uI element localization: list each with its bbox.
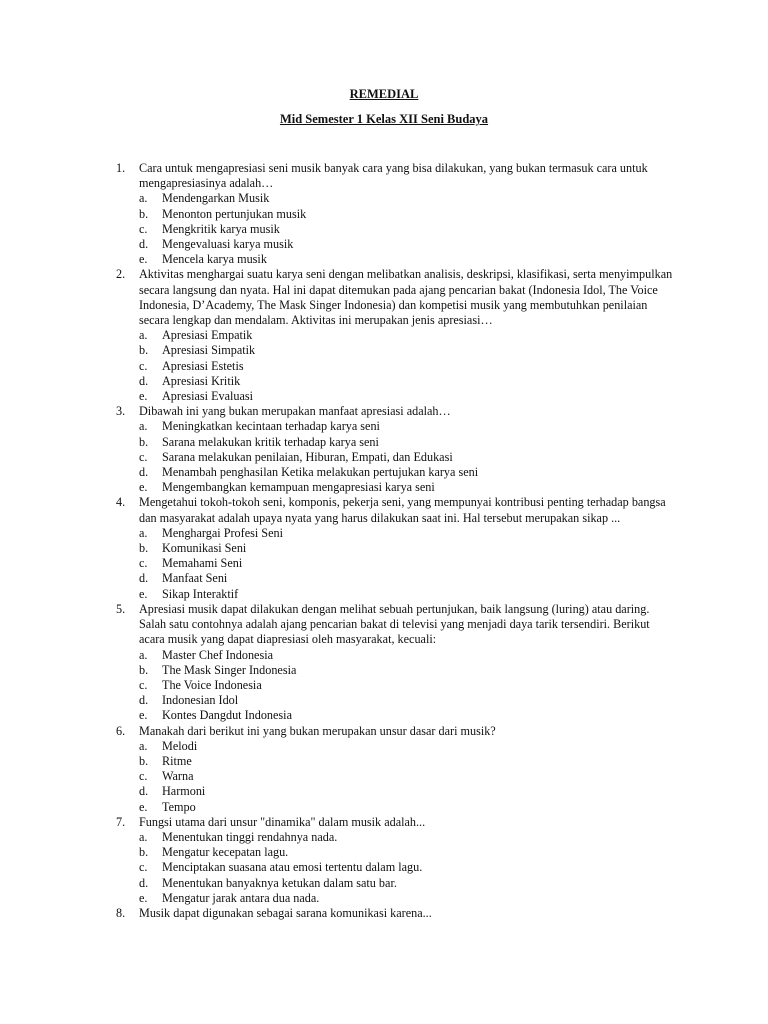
option-letter: d. <box>139 693 149 708</box>
answer-option <box>139 587 678 602</box>
question-item <box>116 724 678 815</box>
answer-option <box>139 419 678 434</box>
option-letter: d. <box>139 875 149 890</box>
answer-option <box>139 800 678 815</box>
question-text: Mengetahui tokoh-tokoh seni, komponis, pekerja seni, yang mempunyai kontribusi penting terhadap bangsa dan masyarakat adalah upaya nyata yang harus dilakukan saat ini. Hal tersebut merupakan sikap ... <box>139 495 666 525</box>
option-letter: d. <box>139 465 149 480</box>
option-text: Apresiasi Empatik <box>162 328 253 343</box>
option-letter: a. <box>139 328 148 343</box>
option-text: Mencela karya musik <box>162 252 267 267</box>
option-letter: b. <box>139 434 149 449</box>
question-list <box>116 161 678 921</box>
option-text: Mengatur kecepatan lagu. <box>162 845 289 860</box>
answer-option <box>139 191 678 206</box>
answer-option <box>139 465 678 480</box>
option-text: Menghargai Profesi Seni <box>162 525 283 540</box>
option-text: Menonton pertunjukan musik <box>162 206 307 221</box>
option-letter: c. <box>139 860 148 875</box>
option-letter: c. <box>139 358 148 373</box>
option-text: Menambah penghasilan Ketika melakukan pertujukan karya seni <box>162 465 479 480</box>
question-text: Aktivitas menghargai suatu karya seni dengan melibatkan analisis, deskripsi, klasifikasi, serta menyimpulkan secara langsung dan nyata. Hal ini dapat ditemukan pada ajang pencarian bakat (Indonesia Idol, The Voice Indonesia, D’Academy, The Mask Singer Indonesia) dan kompetisi musik yang membutuhkan penilaian secara lengkap dan mendalam. Aktivitas ini merupakan jenis apresiasi… <box>139 267 673 328</box>
answer-option <box>139 693 678 708</box>
document-title: REMEDIAL <box>349 87 419 101</box>
question-text: Cara untuk mengapresiasi seni musik banyak cara yang bisa dilakukan, yang bukan termasuk cara untuk mengapresiasinya adalah… <box>139 161 648 191</box>
answer-option <box>139 374 678 389</box>
question-number: 8. <box>116 905 126 920</box>
answer-option <box>139 435 678 450</box>
answer-option <box>139 708 678 723</box>
question-text: Dibawah ini yang bukan merupakan manfaat apresiasi adalah… <box>139 404 451 419</box>
answer-options <box>139 739 678 815</box>
option-text: Menentukan tinggi rendahnya nada. <box>162 829 338 844</box>
option-letter: b. <box>139 845 149 860</box>
question-item <box>116 495 678 601</box>
option-letter: a. <box>139 647 148 662</box>
question-item <box>116 404 678 495</box>
option-text: Melodi <box>162 738 198 753</box>
option-text: Mengevaluasi karya musik <box>162 237 294 252</box>
question-item <box>116 906 678 921</box>
question-text: Fungsi utama dari unsur "dinamika" dalam musik adalah... <box>139 814 426 829</box>
option-text: Memahami Seni <box>162 556 243 571</box>
option-text: The Voice Indonesia <box>162 677 262 692</box>
answer-option <box>139 891 678 906</box>
option-letter: e. <box>139 480 148 495</box>
option-text: The Mask Singer Indonesia <box>162 662 297 677</box>
answer-option <box>139 784 678 799</box>
option-text: Mendengarkan Musik <box>162 191 270 206</box>
answer-option <box>139 663 678 678</box>
answer-option <box>139 450 678 465</box>
option-letter: b. <box>139 206 149 221</box>
answer-option <box>139 739 678 754</box>
option-letter: a. <box>139 191 148 206</box>
answer-option <box>139 237 678 252</box>
answer-options <box>139 648 678 724</box>
question-item <box>116 267 678 404</box>
answer-option <box>139 769 678 784</box>
option-text: Mengembangkan kemampuan mengapresiasi karya seni <box>162 480 435 495</box>
option-text: Mengatur jarak antara dua nada. <box>162 890 320 905</box>
option-text: Kontes Dangdut Indonesia <box>162 708 292 723</box>
answer-option <box>139 571 678 586</box>
option-letter: b. <box>139 541 149 556</box>
option-letter: a. <box>139 419 148 434</box>
option-text: Sikap Interaktif <box>162 586 239 601</box>
answer-option <box>139 389 678 404</box>
option-letter: d. <box>139 237 149 252</box>
option-text: Meningkatkan kecintaan terhadap karya seni <box>162 419 380 434</box>
option-letter: c. <box>139 221 148 236</box>
answer-option <box>139 480 678 495</box>
question-item <box>116 161 678 267</box>
answer-option <box>139 754 678 769</box>
question-text: Manakah dari berikut ini yang bukan merupakan unsur dasar dari musik? <box>139 723 496 738</box>
question-text: Apresiasi musik dapat dilakukan dengan melihat sebuah pertunjukan, baik langsung (luring) atau daring. Salah satu contohnya adalah ajang pencarian bakat di televisi yang menjadi daya tarik tersendiri. Berikut acara musik yang dapat diapresiasi oleh masyarakat, kecuali: <box>139 601 650 647</box>
option-text: Harmoni <box>162 784 206 799</box>
option-letter: e. <box>139 708 148 723</box>
option-text: Menentukan banyaknya ketukan dalam satu bar. <box>162 875 397 890</box>
option-letter: e. <box>139 890 148 905</box>
question-number: 4. <box>116 495 126 510</box>
answer-option <box>139 678 678 693</box>
answer-option <box>139 830 678 845</box>
option-letter: d. <box>139 373 149 388</box>
question-number: 2. <box>116 267 126 282</box>
answer-option <box>139 876 678 891</box>
option-text: Apresiasi Estetis <box>162 358 244 373</box>
option-letter: d. <box>139 784 149 799</box>
option-text: Apresiasi Simpatik <box>162 343 256 358</box>
option-letter: b. <box>139 343 149 358</box>
question-number: 7. <box>116 814 126 829</box>
answer-option <box>139 526 678 541</box>
answer-options <box>139 191 678 267</box>
option-text: Master Chef Indonesia <box>162 647 274 662</box>
answer-option <box>139 648 678 663</box>
question-number: 6. <box>116 723 126 738</box>
answer-option <box>139 541 678 556</box>
answer-option <box>139 556 678 571</box>
option-text: Menciptakan suasana atau emosi tertentu dalam lagu. <box>162 860 423 875</box>
option-text: Komunikasi Seni <box>162 541 247 556</box>
option-letter: a. <box>139 738 148 753</box>
option-text: Apresiasi Evaluasi <box>162 389 254 404</box>
option-text: Tempo <box>162 799 196 814</box>
option-letter: c. <box>139 677 148 692</box>
option-text: Apresiasi Kritik <box>162 373 241 388</box>
option-letter: d. <box>139 571 149 586</box>
question-number: 5. <box>116 601 126 616</box>
question-item <box>116 602 678 724</box>
answer-option <box>139 328 678 343</box>
answer-options <box>139 830 678 906</box>
answer-option <box>139 359 678 374</box>
question-number: 1. <box>116 161 126 175</box>
answer-options <box>139 328 678 404</box>
option-letter: a. <box>139 829 148 844</box>
answer-option <box>139 252 678 267</box>
option-text: Indonesian Idol <box>162 693 239 708</box>
option-text: Warna <box>162 769 194 784</box>
option-letter: e. <box>139 389 148 404</box>
option-text: Manfaat Seni <box>162 571 228 586</box>
option-text: Ritme <box>162 753 192 768</box>
option-letter: c. <box>139 769 148 784</box>
answer-option <box>139 222 678 237</box>
option-letter: b. <box>139 753 149 768</box>
answer-option <box>139 860 678 875</box>
option-letter: e. <box>139 252 148 267</box>
option-letter: b. <box>139 662 149 677</box>
answer-option <box>139 343 678 358</box>
option-letter: a. <box>139 525 148 540</box>
option-text: Sarana melakukan kritik terhadap karya seni <box>162 434 379 449</box>
answer-option <box>139 845 678 860</box>
option-text: Mengkritik karya musik <box>162 221 280 236</box>
answer-options <box>139 526 678 602</box>
answer-option <box>139 207 678 222</box>
question-text: Musik dapat digunakan sebagai sarana komunikasi karena... <box>139 905 432 920</box>
option-letter: e. <box>139 799 148 814</box>
option-letter: c. <box>139 449 148 464</box>
option-text: Sarana melakukan penilaian, Hiburan, Empati, dan Edukasi <box>162 449 453 464</box>
answer-options <box>139 419 678 495</box>
document-subtitle: Mid Semester 1 Kelas XII Seni Budaya <box>279 112 489 126</box>
question-item <box>116 815 678 906</box>
option-letter: c. <box>139 556 148 571</box>
question-number: 3. <box>116 404 126 419</box>
option-letter: e. <box>139 586 148 601</box>
